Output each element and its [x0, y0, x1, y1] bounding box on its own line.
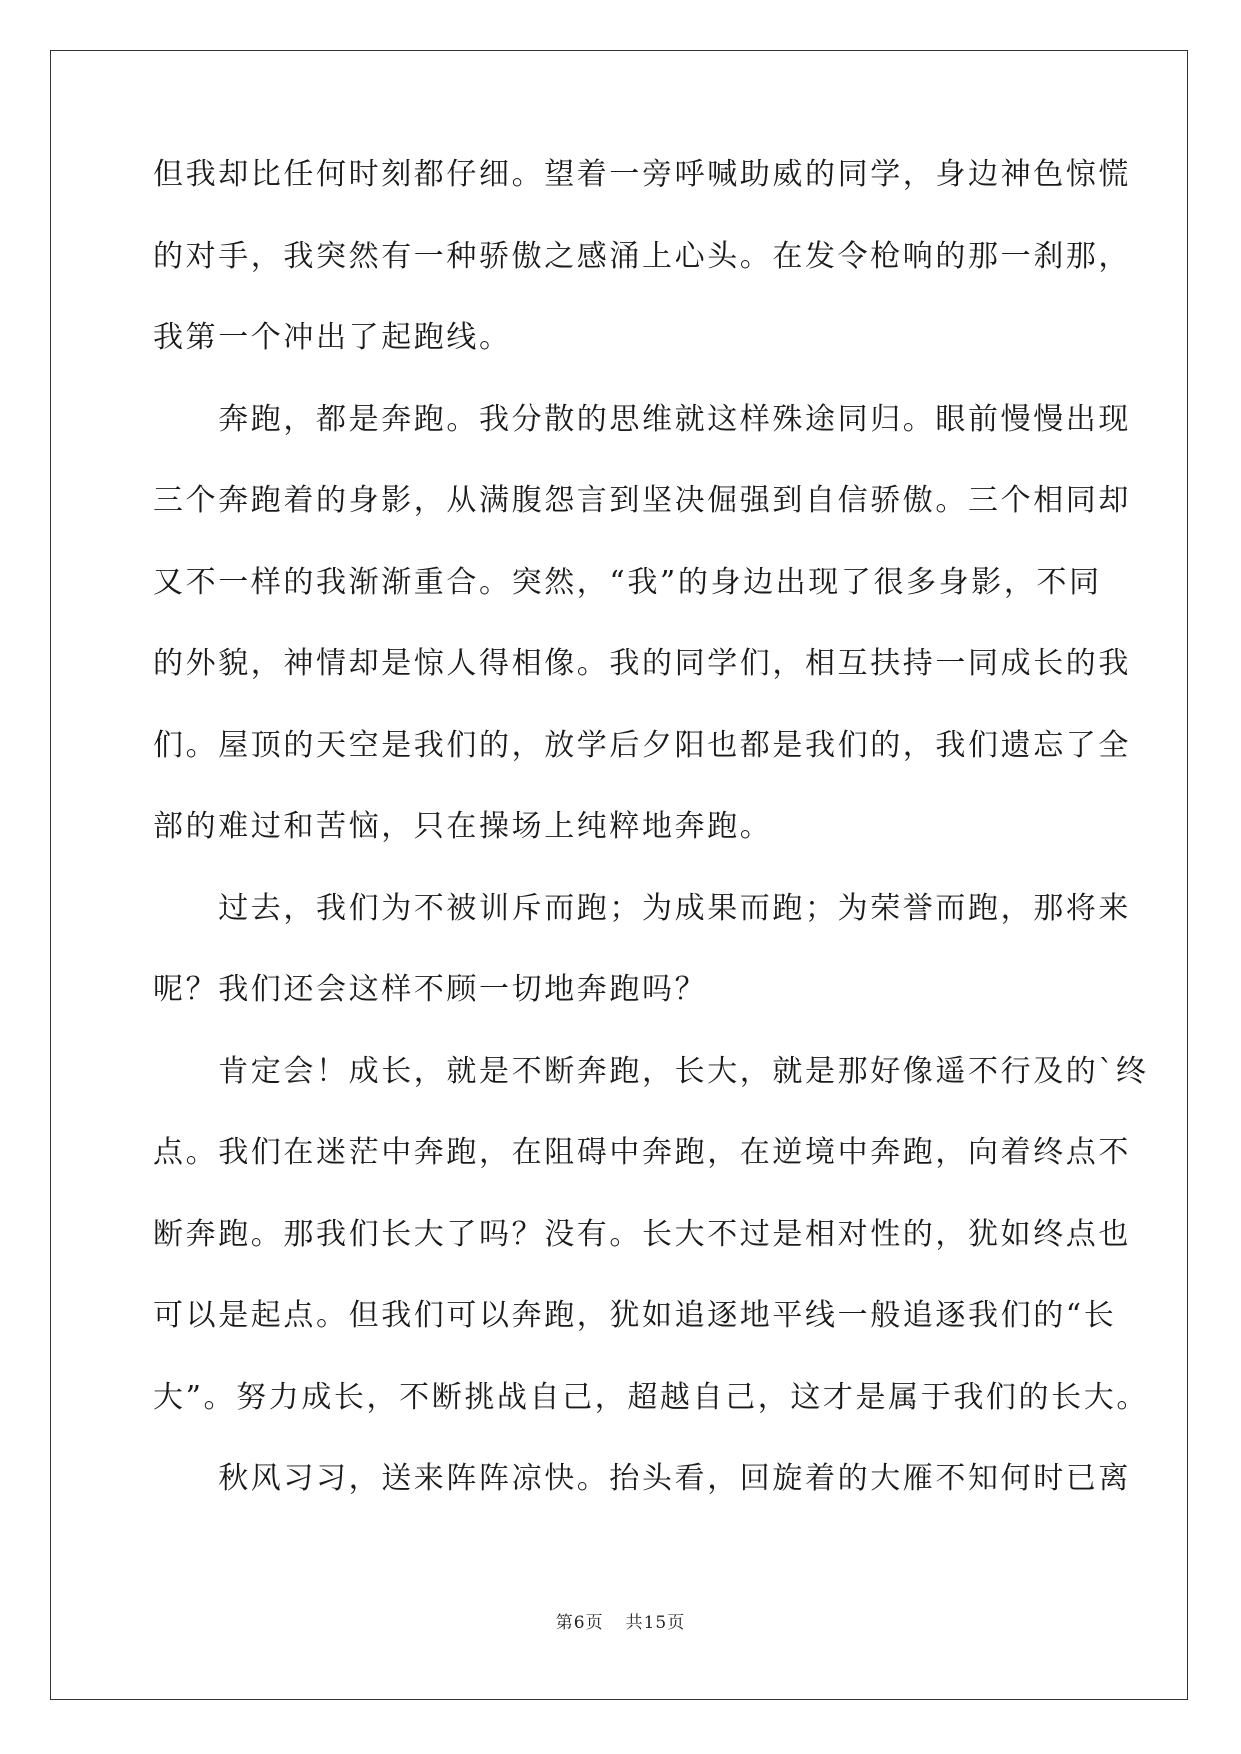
text-line: 断奔跑。那我们长大了吗？没有。长大不过是相对性的，犹如终点也 — [153, 1216, 1131, 1252]
text-line: 大”。努力成长，不断挑战自己，超越自己，这才是属于我们的长大。 — [153, 1379, 1149, 1415]
text-line: 秋风习习，送来阵阵凉快。抬头看，回旋着的大雁不知何时已离 — [153, 1461, 1131, 1496]
text-line: 们。屋顶的天空是我们的，放学后夕阳也都是我们的，我们遗忘了全 — [153, 727, 1131, 763]
text-line: 但我却比任何时刻都仔细。望着一旁呼喊助威的同学，身边神色惊慌 — [153, 157, 1131, 192]
page-total: 共15页 — [625, 1613, 686, 1633]
text-line: 的外貌，神情却是惊人得相像。我的同学们，相互扶持一同成长的我 — [153, 646, 1131, 681]
page-footer — [0, 1608, 1241, 1633]
text-line: 我第一个冲出了起跑线。 — [153, 320, 512, 355]
text-line: 点。我们在迷茫中奔跑，在阻碍中奔跑，在逆境中奔跑，向着终点不 — [153, 1135, 1131, 1170]
page-number: 第6页 — [555, 1613, 604, 1633]
body-text — [153, 157, 1149, 1546]
text-line: 可以是起点。但我们可以奔跑，犹如追逐地平线一般追逐我们的“长 — [153, 1298, 1117, 1333]
text-line: 肯定会！成长，就是不断奔跑，长大，就是那好像遥不行及的`终 — [153, 1053, 1149, 1089]
text-line: 部的难过和苦恼，只在操场上纯粹地奔跑。 — [153, 809, 773, 844]
text-line: 过去，我们为不被训斥而跑；为成果而跑；为荣誉而跑，那将来 — [153, 890, 1131, 926]
text-line: 三个奔跑着的身影，从满腹怨言到坚决倔强到自信骄傲。三个相同却 — [153, 483, 1131, 518]
text-line: 又不一样的我渐渐重合。突然，“我”的身边出现了很多身影，不同 — [153, 564, 1102, 600]
text-line: 的对手，我突然有一种骄傲之感涌上心头。在发令枪响的那一刹那， — [153, 238, 1131, 274]
text-line: 呢？我们还会这样不顾一切地奔跑吗？ — [153, 972, 708, 1007]
text-line: 奔跑，都是奔跑。我分散的思维就这样殊途同归。眼前慢慢出现 — [153, 401, 1131, 437]
